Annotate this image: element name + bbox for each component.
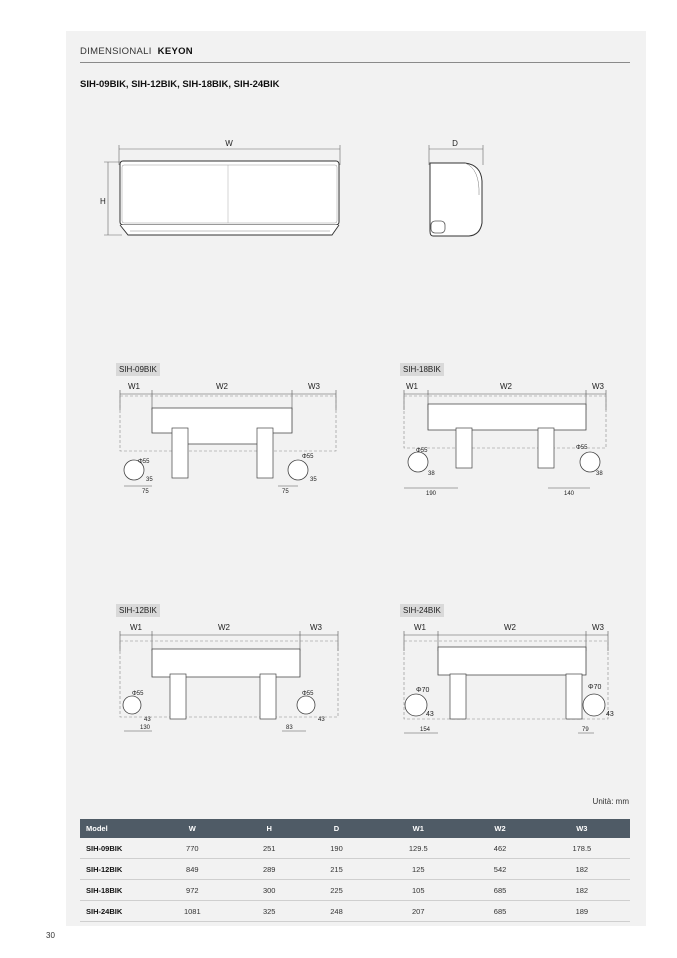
cell-h: 289 xyxy=(236,859,303,880)
left-horizontal-dim: 130 xyxy=(140,725,151,731)
w3-label: W3 xyxy=(592,382,604,391)
cell-w1: 125 xyxy=(370,859,466,880)
w1-label: W1 xyxy=(130,623,142,632)
table-row xyxy=(80,880,630,901)
dimensions-table xyxy=(80,819,630,922)
w2-label: W2 xyxy=(216,382,228,391)
header-w3: W3 xyxy=(534,819,630,838)
w2-label: W2 xyxy=(504,623,516,632)
cell-w3: 182 xyxy=(534,859,630,880)
w1-label: W1 xyxy=(128,382,140,391)
left-vertical-dim: 43 xyxy=(144,717,151,723)
cell-w1: 129.5 xyxy=(370,838,466,859)
models-title: SIH-09BIK, SIH-12BIK, SIH-18BIK, SIH-24BIK xyxy=(80,79,280,90)
w3-label: W3 xyxy=(308,382,320,391)
left-vertical-dim: 38 xyxy=(428,471,435,477)
table-header-row xyxy=(80,819,630,838)
right-vertical-dim: 35 xyxy=(310,477,317,483)
unit-label: Unità: mm xyxy=(592,797,629,806)
cell-w3: 182 xyxy=(534,880,630,901)
cell-h: 300 xyxy=(236,880,303,901)
product-name: KEYON xyxy=(157,46,193,57)
cell-d: 215 xyxy=(303,859,370,880)
hole-right-label: Φ55 xyxy=(302,454,314,460)
header-model: Model xyxy=(80,819,149,838)
diagram-tag-sih-09bik: SIH-09BIK xyxy=(116,363,160,376)
cell-w3: 189 xyxy=(534,901,630,922)
table-row xyxy=(80,901,630,922)
cell-w: 972 xyxy=(149,880,236,901)
hole-left-label: Φ55 xyxy=(132,691,144,697)
header-h: H xyxy=(236,819,303,838)
hole-right-label: Φ70 xyxy=(588,684,602,691)
header-d: D xyxy=(303,819,370,838)
installation-diagram-sih-09bik xyxy=(112,378,344,498)
diagram-tag-sih-24bik: SIH-24BIK xyxy=(400,604,444,617)
cell-d: 248 xyxy=(303,901,370,922)
right-vertical-dim: 43 xyxy=(606,711,614,718)
hole-right-label: Φ55 xyxy=(576,445,588,451)
header-w2: W2 xyxy=(466,819,533,838)
right-horizontal-dim: 75 xyxy=(282,489,289,495)
w1-label: W1 xyxy=(406,382,418,391)
cell-w2: 685 xyxy=(466,901,533,922)
w3-label: W3 xyxy=(310,623,322,632)
w2-label: W2 xyxy=(218,623,230,632)
table-row xyxy=(80,838,630,859)
cell-model: SIH-09BIK xyxy=(80,838,149,859)
right-vertical-dim: 38 xyxy=(596,471,603,477)
cell-model: SIH-18BIK xyxy=(80,880,149,901)
left-horizontal-dim: 75 xyxy=(142,489,149,495)
diagram-tag-sih-12bik: SIH-12BIK xyxy=(116,604,160,617)
section-title: DIMENSIONALI xyxy=(80,46,152,57)
hole-right-label: Φ55 xyxy=(302,691,314,697)
cell-w3: 178.5 xyxy=(534,838,630,859)
cell-h: 325 xyxy=(236,901,303,922)
depth-label: D xyxy=(452,139,458,148)
right-horizontal-dim: 140 xyxy=(564,491,575,497)
hole-left-label: Φ70 xyxy=(416,687,430,694)
diagram-body xyxy=(120,390,336,486)
cell-h: 251 xyxy=(236,838,303,859)
diagram-body xyxy=(120,631,338,731)
cell-w2: 542 xyxy=(466,859,533,880)
left-vertical-dim: 35 xyxy=(146,477,153,483)
header-divider xyxy=(80,62,630,63)
cell-w2: 462 xyxy=(466,838,533,859)
height-label: H xyxy=(100,197,106,206)
header-w: W xyxy=(149,819,236,838)
hole-left-label: Φ55 xyxy=(138,459,150,465)
side-view-drawing xyxy=(425,135,495,245)
cell-d: 225 xyxy=(303,880,370,901)
cell-w1: 105 xyxy=(370,880,466,901)
installation-diagram-sih-24bik xyxy=(398,619,614,739)
table-row xyxy=(80,859,630,880)
cell-w1: 207 xyxy=(370,901,466,922)
w1-label: W1 xyxy=(414,623,426,632)
section-header xyxy=(80,46,193,57)
cell-w: 770 xyxy=(149,838,236,859)
w3-label: W3 xyxy=(592,623,604,632)
width-label: W xyxy=(225,139,233,148)
left-vertical-dim: 43 xyxy=(426,711,434,718)
cell-w2: 685 xyxy=(466,880,533,901)
cell-w: 1081 xyxy=(149,901,236,922)
right-horizontal-dim: 83 xyxy=(286,725,293,731)
right-vertical-dim: 43 xyxy=(318,717,325,723)
left-horizontal-dim: 190 xyxy=(426,491,437,497)
installation-diagram-sih-18bik xyxy=(398,378,612,498)
front-view-drawing xyxy=(100,135,350,245)
hole-left-label: Φ55 xyxy=(416,448,428,454)
installation-diagram-sih-12bik xyxy=(112,619,344,739)
right-horizontal-dim: 79 xyxy=(582,727,589,733)
diagram-tag-sih-18bik: SIH-18BIK xyxy=(400,363,444,376)
cell-model: SIH-12BIK xyxy=(80,859,149,880)
w2-label: W2 xyxy=(500,382,512,391)
left-horizontal-dim: 154 xyxy=(420,727,431,733)
page-number: 30 xyxy=(46,931,55,940)
cell-model: SIH-24BIK xyxy=(80,901,149,922)
cell-d: 190 xyxy=(303,838,370,859)
header-w1: W1 xyxy=(370,819,466,838)
cell-w: 849 xyxy=(149,859,236,880)
diagram-body xyxy=(404,631,608,733)
